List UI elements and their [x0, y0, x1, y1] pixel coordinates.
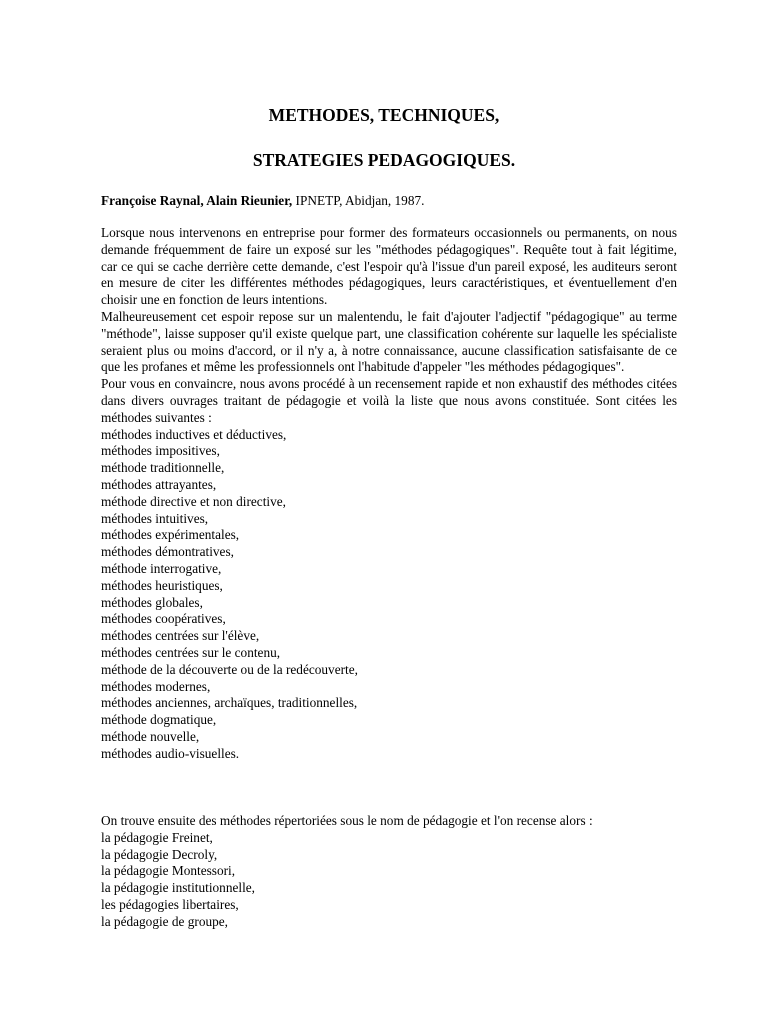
- pedagogies-list: [101, 830, 677, 931]
- source-reference: IPNETP, Abidjan, 1987.: [292, 193, 425, 208]
- list-item: la pédagogie Montessori,: [101, 863, 236, 879]
- list-item: méthodes expérimentales,: [101, 527, 240, 543]
- list-item: méthodes modernes,: [101, 678, 211, 694]
- body-text: [101, 225, 677, 763]
- list-item: méthodes anciennes, archaïques, traditionnelles,: [101, 695, 358, 711]
- list-item: méthodes impositives,: [101, 443, 220, 459]
- list-item: méthodes inductives et déductives,: [101, 426, 287, 442]
- paragraph-3: Pour vous en convaincre, nous avons procédé à un recensement rapide et non exhaustif des méthodes citées dans divers ouvrages traitant de pédagogie et voilà la liste que nous avons constituée. Sont citées les méthodes suivantes :: [101, 376, 677, 425]
- document-title-line-1: METHODES, TECHNIQUES,: [268, 105, 500, 125]
- list-item: la pédagogie Freinet,: [101, 829, 213, 845]
- paragraph-2: Malheureusement cet espoir repose sur un malentendu, le fait d'ajouter l'adjectif "pédagogique" au terme "méthode", laisse supposer qu'il existe quelque part, une classification cohérente sur laquelle les spécialiste seraient plus ou moins d'accord, or il n'y a, à notre connaissance, aucune classification satisfaisante de ce que les profanes et même les professionnels ont l'habitude d'appeler "les méthodes pédagogiques".: [101, 308, 677, 375]
- pedagogies-section: [101, 813, 677, 931]
- list-item: méthodes démontratives,: [101, 544, 234, 560]
- list-item: méthodes attrayantes,: [101, 476, 217, 492]
- list-item: méthodes intuitives,: [101, 510, 209, 526]
- paragraph-4: On trouve ensuite des méthodes répertoriées sous le nom de pédagogie et l'on recense alors :: [101, 813, 593, 828]
- list-item: méthode directive et non directive,: [101, 493, 286, 509]
- document-title-line-2: STRATEGIES PEDAGOGIQUES.: [252, 150, 516, 170]
- methods-list: [101, 427, 677, 763]
- list-item: méthode interrogative,: [101, 560, 222, 576]
- list-item: méthodes centrées sur l'élève,: [101, 628, 260, 644]
- list-item: méthode nouvelle,: [101, 728, 200, 744]
- list-item: méthodes audio-visuelles.: [101, 745, 240, 761]
- list-item: les pédagogies libertaires,: [101, 896, 239, 912]
- paragraph-1: Lorsque nous intervenons en entreprise pour former des formateurs occasionnels ou permanents, on nous demande fréquemment de faire un exposé sur les "méthodes pédagogiques". Requête tout à fait légitime, car ce qui se cache derrière cette demande, c'est l'espoir qu'à l'issue d'un pareil exposé, les auditeurs seront en mesure de citer les différentes méthodes pédagogiques, leurs caractéristiques, et éventuellement d'en choisir une en fonction de leurs intentions.: [101, 225, 677, 308]
- list-item: méthode de la découverte ou de la redécouverte,: [101, 661, 358, 677]
- list-item: méthode dogmatique,: [101, 712, 217, 728]
- list-item: méthodes coopératives,: [101, 611, 226, 627]
- authors-line: [101, 193, 424, 210]
- list-item: la pédagogie institutionnelle,: [101, 880, 255, 896]
- list-item: méthodes globales,: [101, 594, 203, 610]
- list-item: méthode traditionnelle,: [101, 460, 225, 476]
- list-item: méthodes centrées sur le contenu,: [101, 644, 281, 660]
- list-item: la pédagogie Decroly,: [101, 846, 218, 862]
- authors: Françoise Raynal, Alain Rieunier,: [101, 193, 293, 208]
- list-item: la pédagogie de groupe,: [101, 913, 229, 929]
- list-item: méthodes heuristiques,: [101, 577, 223, 593]
